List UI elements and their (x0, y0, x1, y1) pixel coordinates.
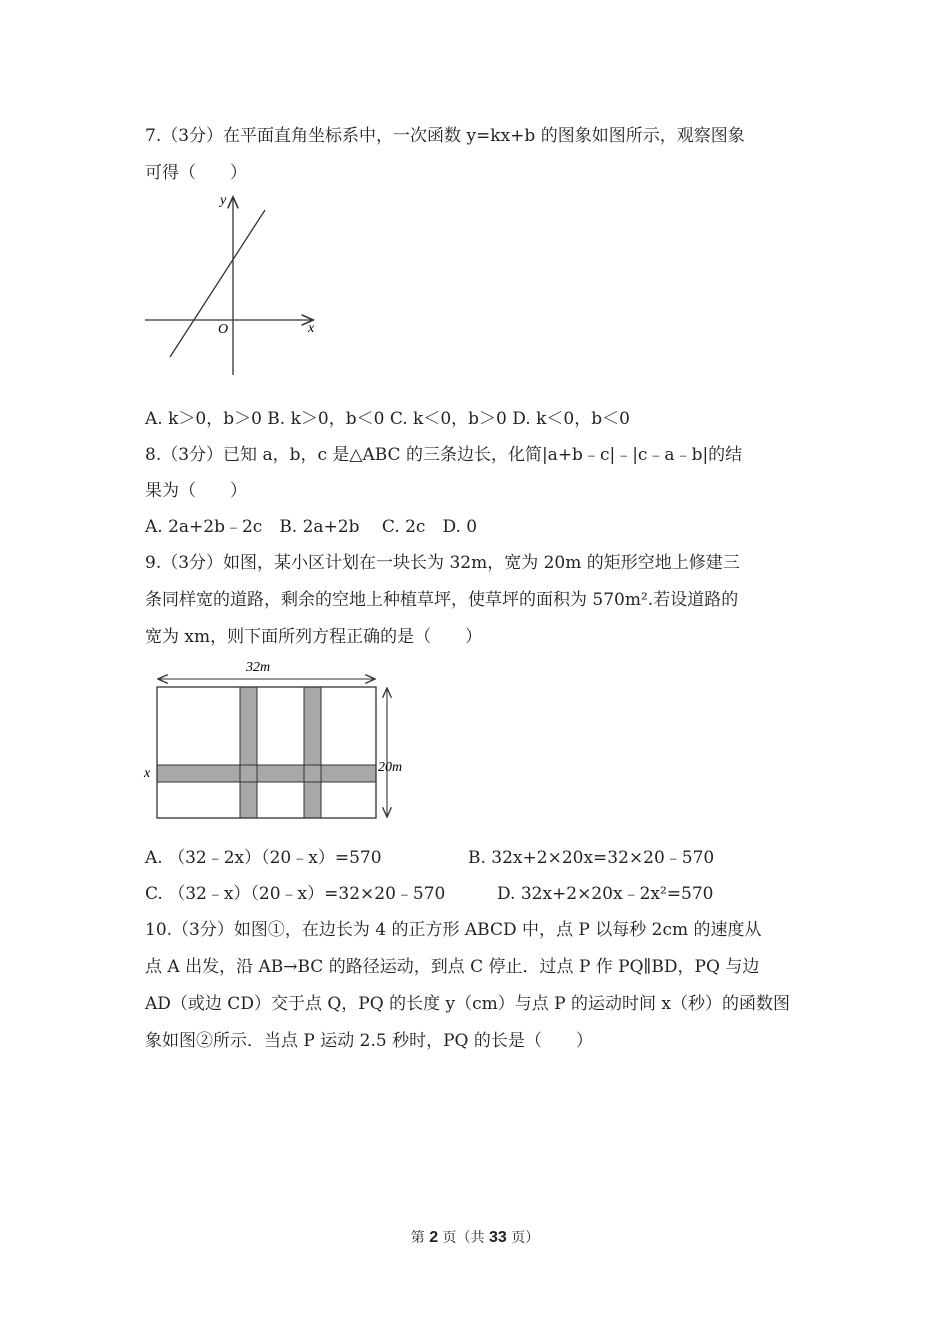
q9-rectangle-roads-figure (140, 652, 425, 824)
origin-label: O (218, 322, 229, 337)
vertical-road-right (304, 687, 321, 818)
q8-stem-line-1: 8.（3分）已知 a，b，c 是△ABC 的三条边长，化简|a+b﹣c|﹣|c﹣a﹣b|的结 (145, 445, 743, 465)
footer-prefix: 第 (410, 1230, 425, 1246)
footer-middle: 页（共 (442, 1230, 485, 1246)
q8-stem-line-2: 果为（ ） (145, 481, 247, 501)
q10-stem-line-1: 10.（3分）如图①，在边长为 4 的正方形 ABCD 中，点 P 以每秒 2cm 的速度从 (145, 920, 762, 940)
q9-stem-line-1: 9.（3分）如图，某小区计划在一块长为 32m，宽为 20m 的矩形空地上修建三 (145, 553, 740, 573)
q7-linear-function-graph (140, 190, 330, 380)
q7-stem-line-2: 可得（ ） (145, 163, 247, 183)
q9-stem-line-3: 宽为 xm，则下面所列方程正确的是（ ） (145, 627, 483, 647)
width-label: 20m (378, 760, 403, 775)
q9-stem-line-2: 条同样宽的道路，剩余的空地上种植草坪，使草坪的面积为 570m².若设道路的 (145, 590, 739, 610)
land-rectangle (157, 687, 376, 818)
page-number: 2 (429, 1229, 439, 1246)
q9-option-b: B. 32x+2×20x=32×20﹣570 (468, 848, 715, 868)
q9-option-d: D. 32x+2×20x﹣2x²=570 (497, 884, 714, 904)
x-axis-label: x (308, 321, 315, 336)
length-label: 32m (246, 660, 271, 675)
q10-stem-line-3: AD（或边 CD）交于点 Q，PQ 的长度 y（cm）与点 P 的运动时间 x（秒）的函数图 (145, 994, 790, 1014)
q10-stem-line-4: 象如图②所示．当点 P 运动 2.5 秒时，PQ 的长是（ ） (145, 1031, 593, 1051)
vertical-road-left (240, 687, 257, 818)
q9-option-a: A. （32﹣2x）（20﹣x）=570 (145, 848, 382, 868)
horizontal-road (157, 765, 376, 782)
q9-option-c: C. （32﹣x）（20﹣x）=32×20﹣570 (145, 884, 446, 904)
footer-suffix: 页） (511, 1230, 540, 1246)
q10-stem-line-2: 点 A 出发，沿 AB→BC 的路径运动，到点 C 停止．过点 P 作 PQ∥BD，PQ 与边 (145, 957, 760, 977)
y-axis-label: y (220, 193, 227, 208)
page-footer (0, 1227, 950, 1247)
q8-options: A. 2a+2b﹣2c B. 2a+2b C. 2c D. 0 (145, 517, 478, 537)
road-width-label: x (144, 766, 151, 781)
total-pages: 33 (489, 1229, 507, 1246)
q7-stem-line-1: 7.（3分）在平面直角坐标系中，一次函数 y=kx+b 的图象如图所示，观察图象 (145, 126, 745, 146)
q7-options: A. k＞0，b＞0 B. k＞0，b＜0 C. k＜0，b＞0 D. k＜0，b＜0 (145, 409, 630, 429)
